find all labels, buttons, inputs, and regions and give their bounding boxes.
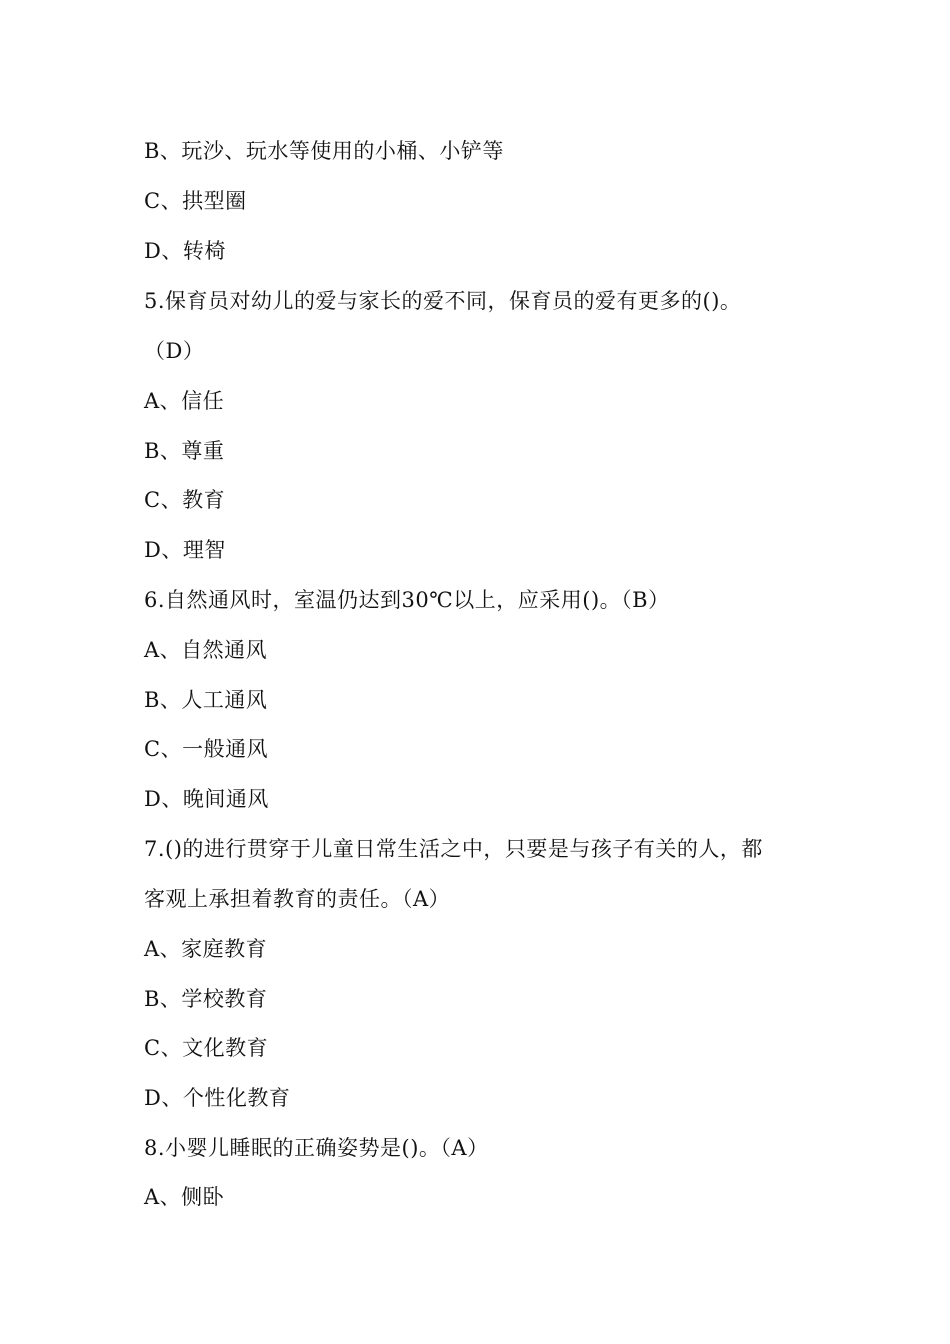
option-b-q4: B、玩沙、玩水等使用的小桶、小铲等 xyxy=(144,139,504,163)
option-d-q4: D、转椅 xyxy=(144,239,226,263)
option-b-q5: B、尊重 xyxy=(144,439,225,463)
question-8: 8.小婴儿睡眠的正确姿势是()。（A） xyxy=(144,1136,489,1160)
option-a-q8: A、侧卧 xyxy=(144,1185,225,1209)
question-7-continued: 客观上承担着教育的责任。（A） xyxy=(144,887,451,911)
option-c-q7: C、文化教育 xyxy=(144,1036,269,1060)
question-5: 5.保育员对幼儿的爱与家长的爱不同，保育员的爱有更多的()。 xyxy=(144,289,742,313)
option-c-q6: C、一般通风 xyxy=(144,737,269,761)
option-a-q5: A、信任 xyxy=(144,389,225,413)
question-5-answer: （D） xyxy=(144,339,205,363)
option-b-q6: B、人工通风 xyxy=(144,688,268,712)
option-a-q7: A、家庭教育 xyxy=(144,937,268,961)
option-c-q4: C、拱型圈 xyxy=(144,189,247,213)
question-6: 6.自然通风时，室温仍达到30℃以上，应采用()。（B） xyxy=(144,588,670,612)
option-d-q6: D、晚间通风 xyxy=(144,787,269,811)
option-a-q6: A、自然通风 xyxy=(144,638,268,662)
option-c-q5: C、教育 xyxy=(144,488,226,512)
question-7: 7.()的进行贯穿于儿童日常生活之中，只要是与孩子有关的人，都 xyxy=(144,837,763,861)
option-b-q7: B、学校教育 xyxy=(144,987,268,1011)
option-d-q7: D、个性化教育 xyxy=(144,1086,291,1110)
option-d-q5: D、理智 xyxy=(144,538,226,562)
